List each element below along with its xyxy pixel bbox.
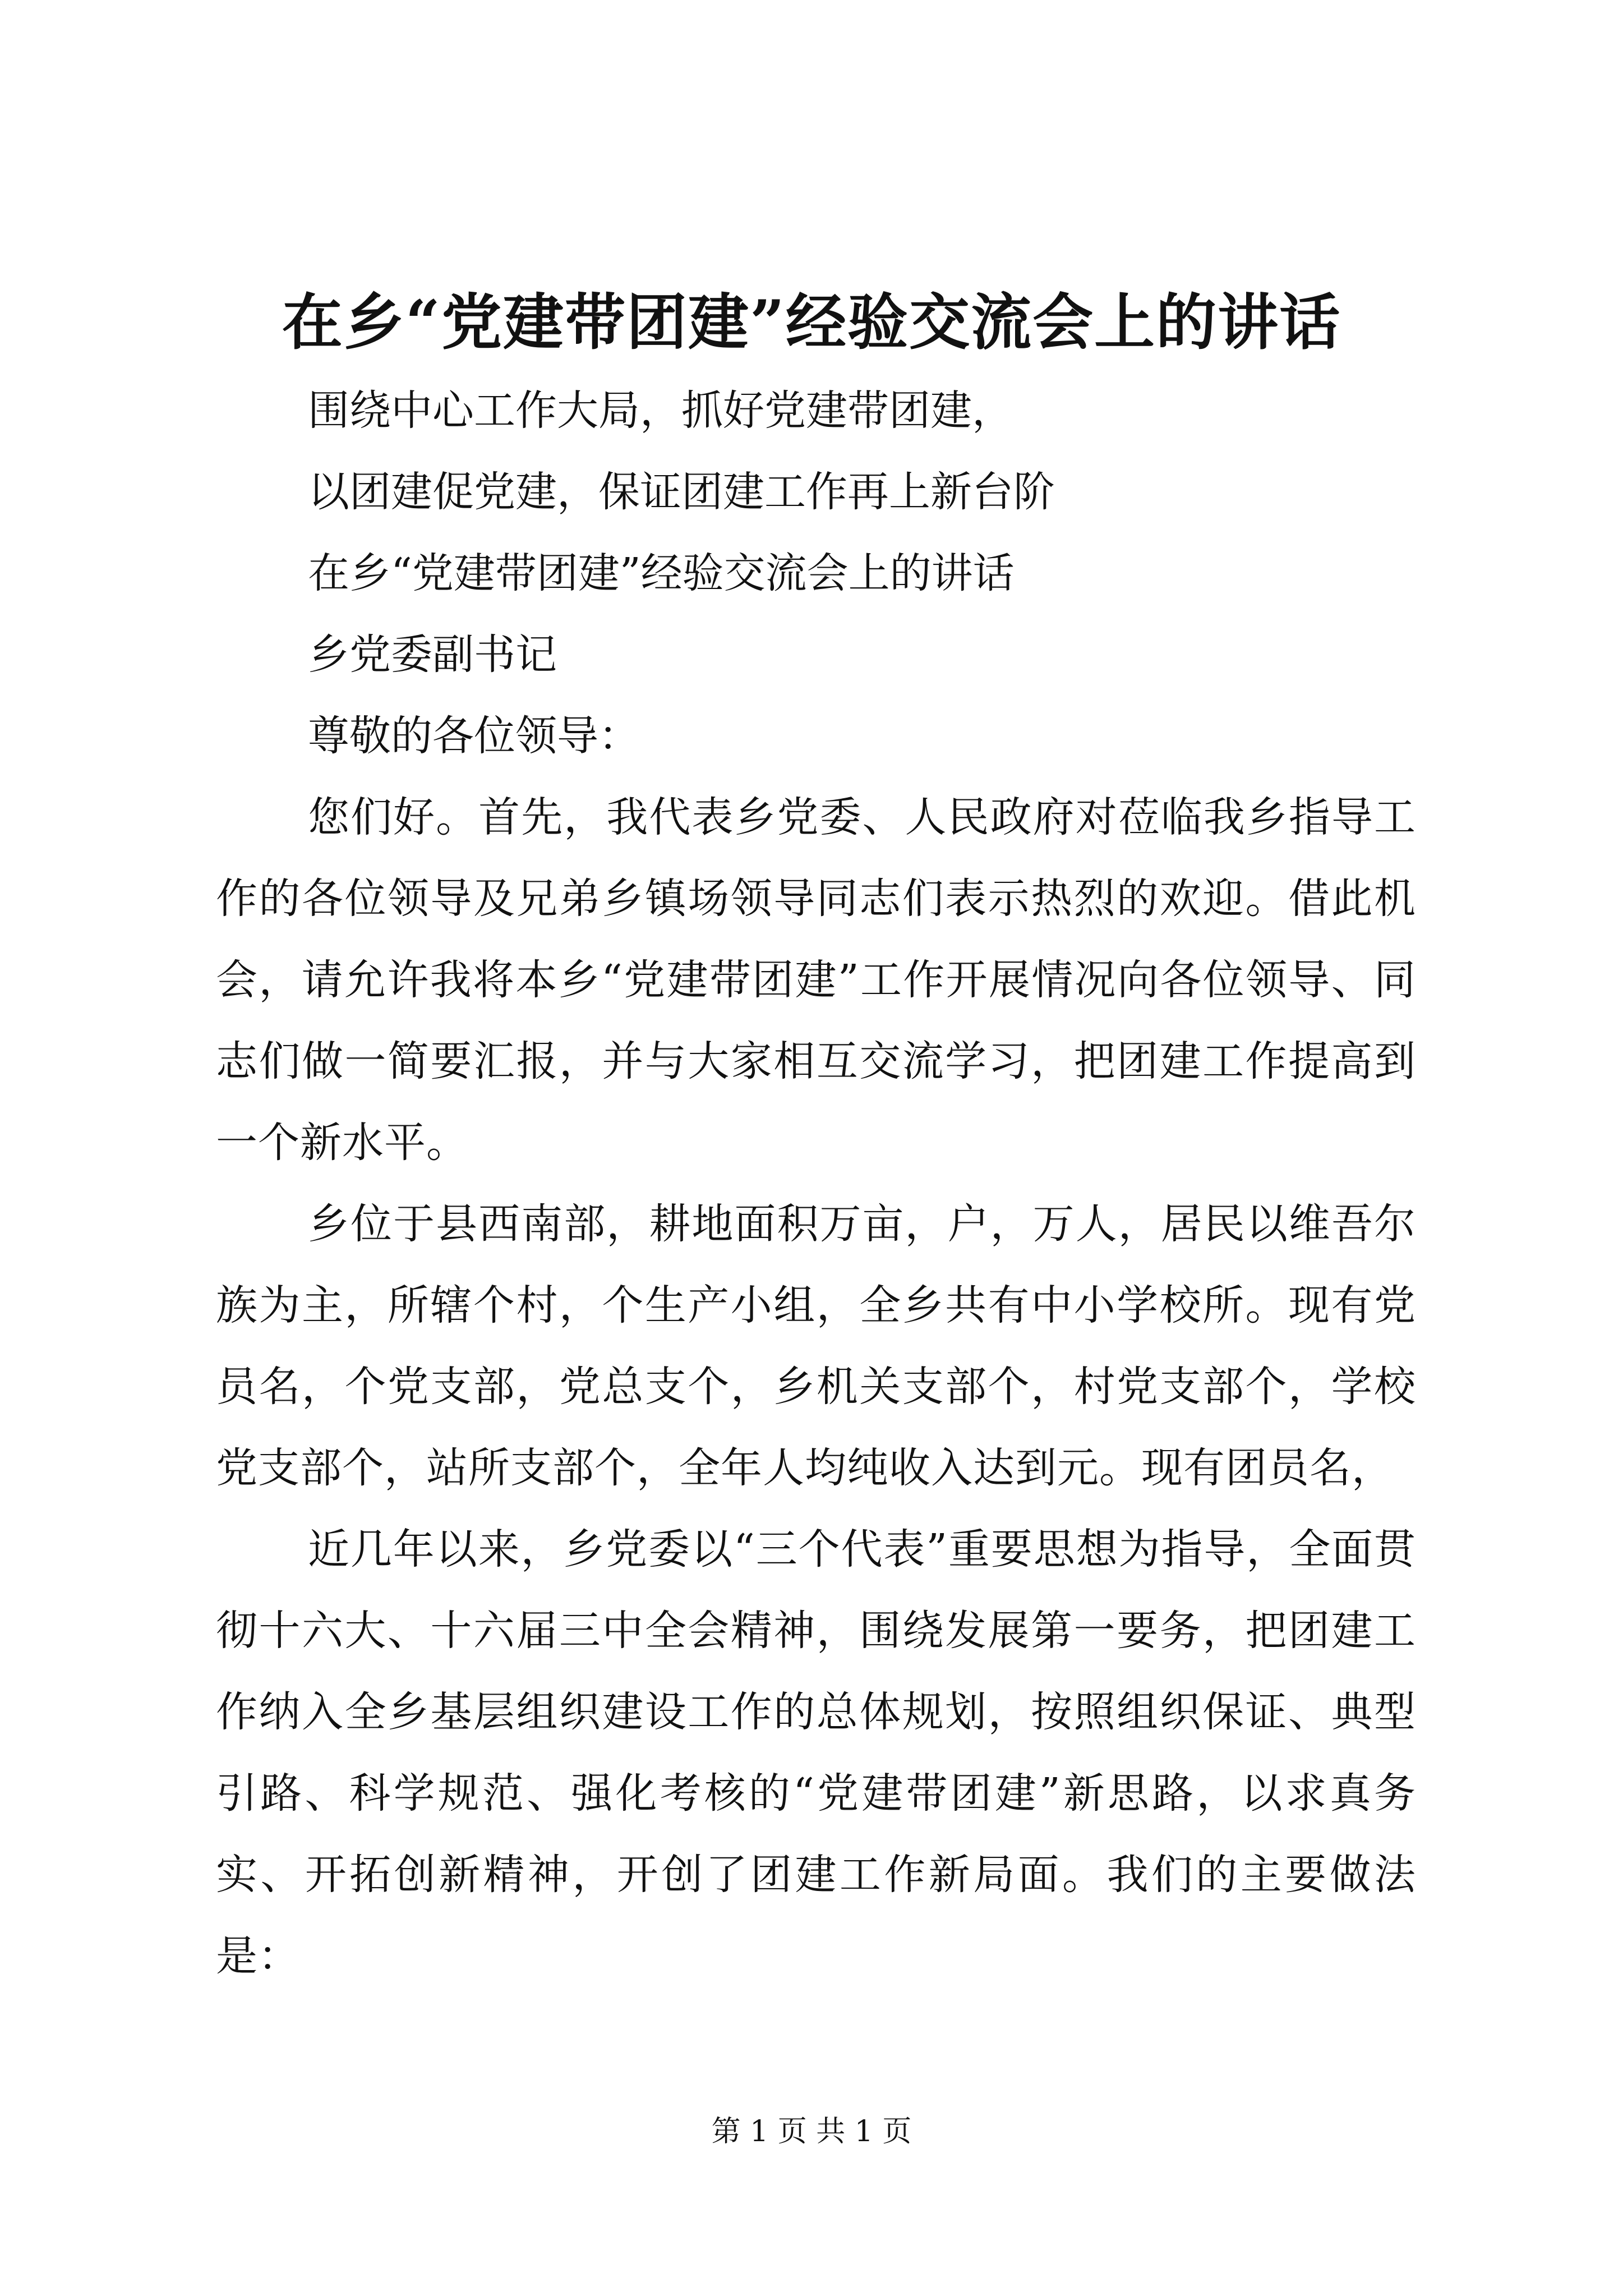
speaker-title: 乡党委副书记: [308, 631, 557, 679]
header-line-2: 以团建促党建，保证团建工作再上新台阶: [308, 468, 1055, 516]
header-line-3: 在乡“党建带团建”经验交流会上的讲话: [308, 549, 1015, 597]
header-line-1: 围绕中心工作大局，抓好党建带团建，: [308, 386, 1013, 435]
document-body: [216, 370, 1416, 1997]
paragraph-greeting: 您们好。首先，我代表乡党委、人民政府对莅临我乡指导工作的各位领导及兄弟乡镇场领导同志们表示热烈的欢迎。借此机会，请允许我将本乡“党建带团建”工作开展情况向各位领导、同志们做一简要汇报，并与大家相互交流学习，把团建工作提高到一个新水平。: [216, 793, 1416, 1167]
page-footer: 第 1 页 共 1 页: [711, 2115, 912, 2148]
paragraph-approach: 近几年以来，乡党委以“三个代表”重要思想为指导，全面贯彻十六大、十六届三中全会精神，围绕发展第一要务，把团建工作纳入全乡基层组织建设工作的总体规划，按照组织保证、典型引路、科学规范、强化考核的“党建带团建”新思路，以求真务实、开拓创新精神，开创了团建工作新局面。我们的主要做法是：: [216, 1525, 1416, 1980]
salutation: 尊敬的各位领导：: [308, 712, 640, 760]
document-title: 在乡“党建带团建”经验交流会上的讲话: [282, 287, 1341, 358]
paragraph-overview: 乡位于县西南部，耕地面积万亩，户，万人，居民以维吾尔族为主，所辖个村，个生产小组，全乡共有中小学校所。现有党员名，个党支部，党总支个，乡机关支部个，村党支部个，学校党支部个，站所支部个，全年人均纯收入达到元。现有团员名，: [216, 1200, 1416, 1492]
